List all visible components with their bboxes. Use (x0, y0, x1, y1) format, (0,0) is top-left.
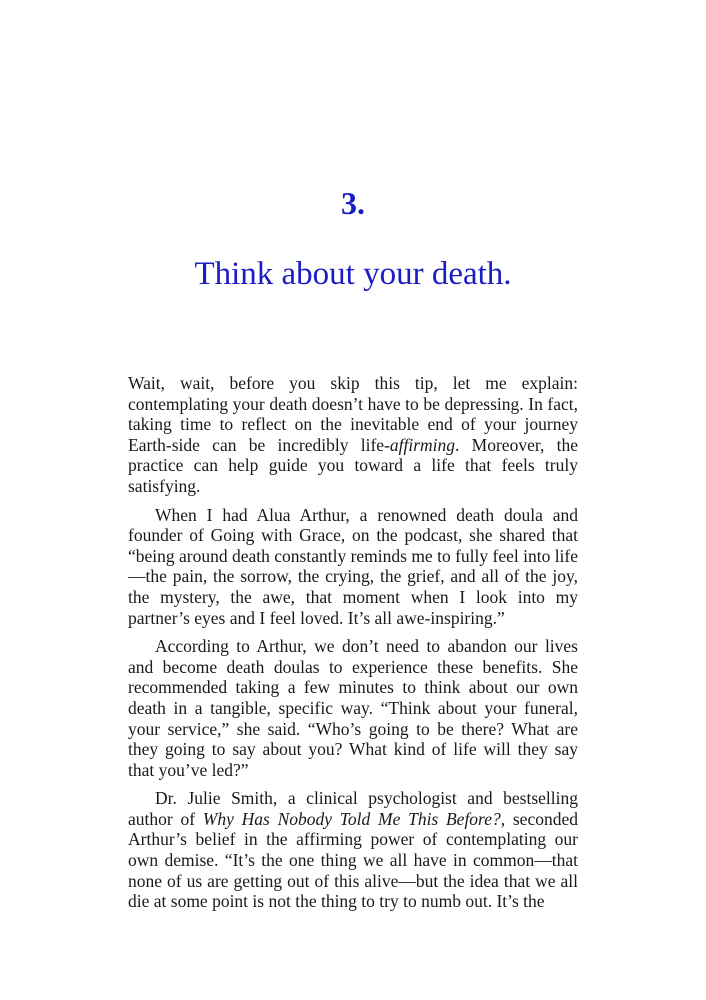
book-title-emphasis: Why Has Nobody Told Me This Before? (202, 808, 501, 829)
paragraph-4-text-a: Dr. Julie Smith, a clinical psychologist and bestselling author of (128, 788, 578, 829)
paragraph-3: According to Arthur, we don’t need to abandon our lives and become death doulas to experience these benefits. She recommended taking a few minutes to think about our own death in a tangible, specific way. “Think about your funeral, your service,” she said. “Who’s going to be there? What are they going to say about you? What kind of life will they say that you’ve led?” (128, 636, 578, 780)
paragraph-2: When I had Alua Arthur, a renowned death doula and founder of Going with Grace, on the podcast, she shared that “being around death constantly reminds me to fully feel into life—the pain, the sorrow, the crying, the grief, and all of the joy, the mystery, the awe, that moment when I look into my partner’s eyes and I feel loved. It’s all awe-inspiring.” (128, 504, 579, 628)
paragraph-1-text-a: Wait, wait, before you skip this tip, let me explain: contemplating your death doesn’t have to be depressing. In fact, taking time to reflect on the inevitable end of your journey Earth-side can be incredibly life- (128, 373, 578, 455)
paragraph-1 (128, 373, 578, 497)
paragraph-1-text-b: . Moreover, the practice can help guide you toward a life that feels truly satisfying. (128, 434, 578, 496)
chapter-body (128, 373, 578, 920)
paragraph-4-text-b: , seconded Arthur’s belief in the affirming power of contemplating our own demise. “It’s the one thing we all have in common—that none of us are getting out of this alive—but the idea that we all die at some point is not the thing to try to numb out. It’s the (128, 808, 578, 912)
paragraph-1-emphasis: affirming (389, 434, 456, 455)
chapter-title: Think about your death. (194, 256, 512, 292)
chapter-number: 3. (341, 185, 365, 221)
paragraph-4 (128, 788, 578, 912)
